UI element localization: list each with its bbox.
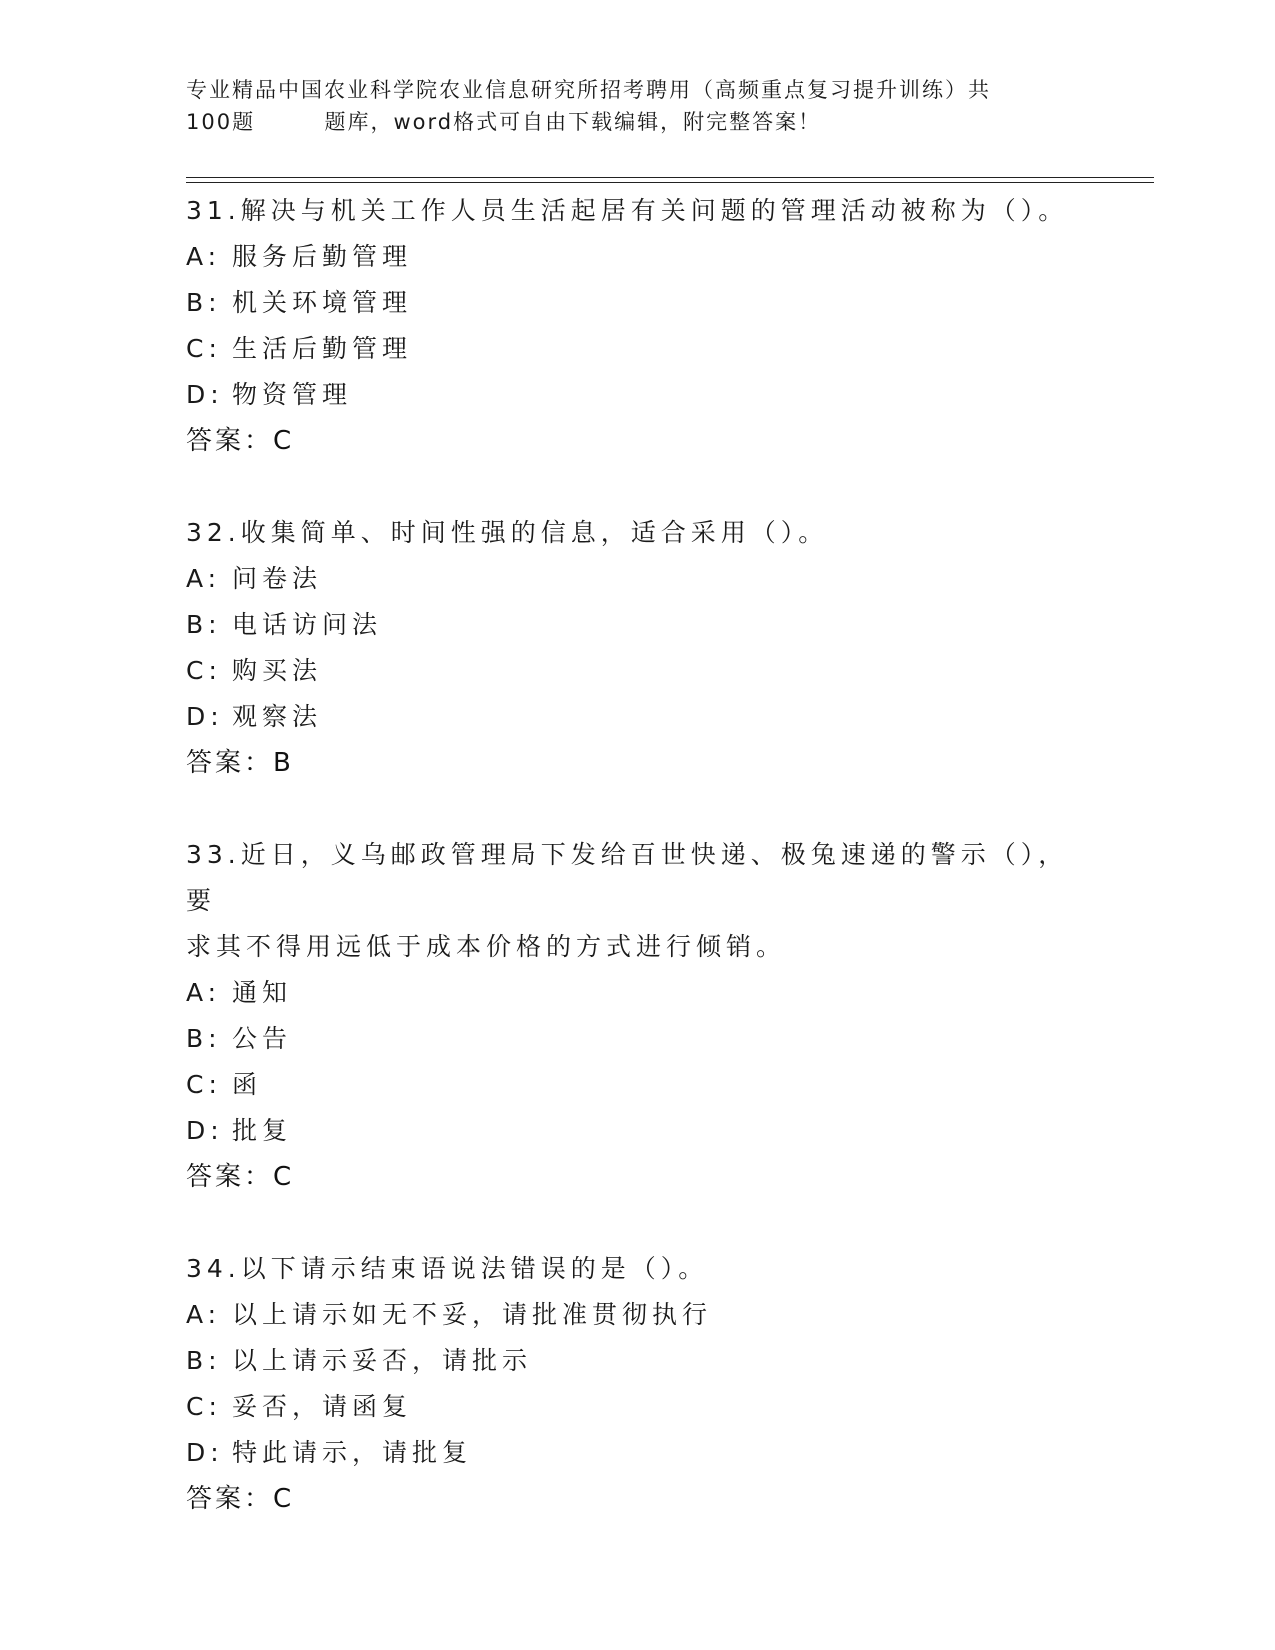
option-label: C: [186, 656, 222, 685]
option-text: 观察法 [232, 702, 323, 731]
option-text: 妥否，请函复 [232, 1392, 413, 1421]
answer-line: 答案：C [186, 1162, 295, 1192]
answer-line: 答案：B [186, 748, 294, 778]
option-label: D: [186, 702, 224, 731]
question-33 [186, 832, 1086, 1200]
option-label: C: [186, 1392, 222, 1421]
header-rule-top [186, 177, 1154, 178]
option-text: 服务后勤管理 [232, 242, 413, 271]
option-a [186, 556, 1086, 602]
option-text: 特此请示，请批复 [232, 1438, 473, 1467]
question-stem: 32.收集简单、时间性强的信息，适合采用（）。 [186, 518, 829, 547]
option-b [186, 1338, 1086, 1384]
option-label: B: [186, 288, 222, 317]
question-spacer [186, 464, 1086, 510]
option-text: 机关环境管理 [232, 288, 413, 317]
option-text: 购买法 [232, 656, 323, 685]
option-label: A: [186, 242, 222, 271]
option-c [186, 1384, 1086, 1430]
option-d [186, 372, 1086, 418]
question-spacer [186, 1200, 1086, 1246]
option-label: A: [186, 1300, 222, 1329]
document-header [186, 74, 1066, 138]
option-label: B: [186, 610, 222, 639]
question-34 [186, 1246, 1086, 1522]
option-label: A: [186, 978, 222, 1007]
option-text: 通知 [232, 978, 293, 1007]
option-label: B: [186, 1024, 222, 1053]
option-text: 公告 [232, 1024, 293, 1053]
question-stem-line1: 33.近日，义乌邮政管理局下发给百世快递、极兔速递的警示（），要 [186, 840, 1069, 915]
answer-line: 答案：C [186, 426, 295, 456]
option-d [186, 1430, 1086, 1476]
header-title-line1: 专业精品中国农业科学院农业信息研究所招考聘用（高频重点复习提升训练）共 [186, 78, 991, 102]
option-label: D: [186, 1438, 224, 1467]
question-stem: 34.以下请示结束语说法错误的是（）。 [186, 1254, 709, 1283]
option-c [186, 1062, 1086, 1108]
header-rule-bottom [186, 182, 1154, 183]
option-text: 以上请示妥否，请批示 [232, 1346, 533, 1375]
option-label: D: [186, 380, 224, 409]
option-text: 电话访问法 [232, 610, 383, 639]
question-stem-line2: 求其不得用远低于成本价格的方式进行倾销。 [186, 932, 787, 961]
option-c [186, 326, 1086, 372]
option-a [186, 1292, 1086, 1338]
option-d [186, 1108, 1086, 1154]
question-list [186, 188, 1086, 1522]
option-b [186, 280, 1086, 326]
option-text: 生活后勤管理 [232, 334, 413, 363]
option-label: D: [186, 1116, 224, 1145]
option-b [186, 602, 1086, 648]
option-d [186, 694, 1086, 740]
option-a [186, 970, 1086, 1016]
option-label: C: [186, 334, 222, 363]
question-31 [186, 188, 1086, 464]
option-c [186, 648, 1086, 694]
question-spacer [186, 786, 1086, 832]
option-text: 批复 [232, 1116, 293, 1145]
option-label: B: [186, 1346, 222, 1375]
answer-line: 答案：C [186, 1484, 295, 1514]
option-label: C: [186, 1070, 222, 1099]
option-text: 以上请示如无不妥，请批准贯彻执行 [232, 1300, 713, 1329]
option-text: 物资管理 [232, 380, 353, 409]
option-label: A: [186, 564, 222, 593]
option-b [186, 1016, 1086, 1062]
option-text: 函 [232, 1070, 263, 1099]
option-text: 问卷法 [232, 564, 323, 593]
header-title-line2: 100题 题库，word格式可自由下载编辑，附完整答案！ [186, 110, 822, 134]
question-32 [186, 510, 1086, 786]
option-a [186, 234, 1086, 280]
question-stem: 31.解决与机关工作人员生活起居有关问题的管理活动被称为（）。 [186, 196, 1069, 225]
